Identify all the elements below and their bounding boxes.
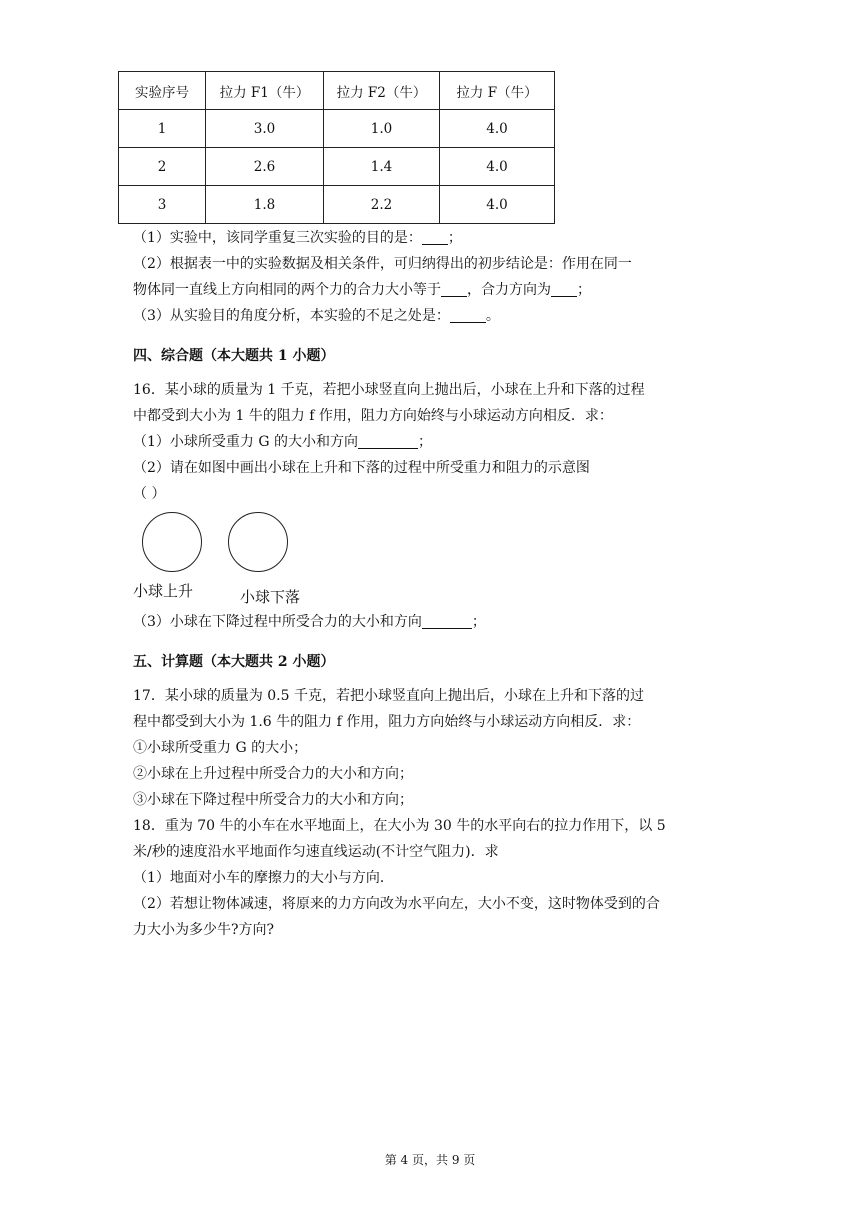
table-cell: 4.0 [440,148,555,186]
table-cell: 4.0 [440,186,555,224]
q17-part2: ②小球在上升过程中所受合力的大小和方向； [133,766,413,782]
table-cell: 2 [119,148,206,186]
section-5-title: 五、计算题（本大题共 2 小题） [133,654,335,670]
q16-part1: （1）小球所受重力 G 的大小和方向 ； [133,434,432,450]
ball-falling-circle [228,512,288,572]
table-header-cell: 拉力 F2（牛） [324,72,440,110]
q17-part3: ③小球在下降过程中所受合力的大小和方向； [133,792,413,808]
q18-line1: 18．重为 70 牛的小车在水平地面上，在大小为 30 牛的水平向右的拉力作用下，以 5 [133,818,666,834]
answer-blank [441,280,467,297]
answer-blank [450,306,486,323]
q18-line2: 米/秒的速度沿水平地面作匀速直线运动(不计空气阻力)．求 [133,844,499,860]
table-cell: 1.4 [324,148,440,186]
table-cell: 4.0 [440,110,555,148]
table-cell: 1.8 [206,186,324,224]
page-footer: 第 4 页，共 9 页 [384,1153,476,1167]
q16-part2: （2）请在如图中画出小球在上升和下落的过程中所受重力和阻力的示意图 [133,460,590,476]
answer-blank [551,280,577,297]
q16-line1: 16．某小球的质量为 1 千克，若把小球竖直向上抛出后，小球在上升和下落的过程 [133,382,645,398]
table-header-cell: 拉力 F1（牛） [206,72,324,110]
figure-caption-rising: 小球上升 [133,582,194,600]
q15-part2-line2: 物体同一直线上方向相同的两个力的合力大小等于 ，合力方向为 ； [133,282,591,298]
q15-part2-line1: （2）根据表一中的实验数据及相关条件，可归纳得出的初步结论是：作用在同一 [133,256,632,272]
q16-line2: 中都受到大小为 1 牛的阻力 f 作用，阻力方向始终与小球运动方向相反．求： [133,408,613,424]
data-table [118,71,555,224]
table-cell: 1.0 [324,110,440,148]
table-header-row [119,72,555,110]
q17-line2: 程中都受到大小为 1.6 牛的阻力 f 作用，阻力方向始终与小球运动方向相反．求： [133,714,641,730]
q16-part2-paren: （ ） [133,486,166,502]
table-header-cell: 实验序号 [119,72,206,110]
answer-blank [358,432,418,449]
q16-part3: （3）小球在下降过程中所受合力的大小和方向 ； [133,614,486,630]
ball-rising-circle [142,512,202,572]
q18-part2-line2: 力大小为多少牛?方向? [133,922,275,938]
table-cell: 1 [119,110,206,148]
q18-part2-line1: （2）若想让物体减速，将原来的力方向改为水平向左，大小不变，这时物体受到的合 [133,896,660,912]
answer-blank [422,228,448,245]
figure-caption-falling: 小球下落 [240,588,301,606]
table-row [119,186,555,224]
table-header-cell: 拉力 F（牛） [440,72,555,110]
section-4-title: 四、综合题（本大题共 1 小题） [133,348,335,364]
table-row [119,148,555,186]
table-cell: 3.0 [206,110,324,148]
q18-part1: （1）地面对小车的摩擦力的大小与方向． [133,870,394,886]
q17-part1: ①小球所受重力 G 的大小； [133,740,308,756]
q15-part1: （1）实验中，该同学重复三次实验的目的是： ； [133,230,462,246]
table-cell: 2.6 [206,148,324,186]
answer-blank [422,612,472,629]
table-row [119,110,555,148]
table-cell: 3 [119,186,206,224]
q15-part3: （3）从实验目的角度分析，本实验的不足之处是： 。 [133,308,500,324]
table-cell: 2.2 [324,186,440,224]
q17-line1: 17．某小球的质量为 0.5 千克，若把小球竖直向上抛出后，小球在上升和下落的过 [133,688,644,704]
